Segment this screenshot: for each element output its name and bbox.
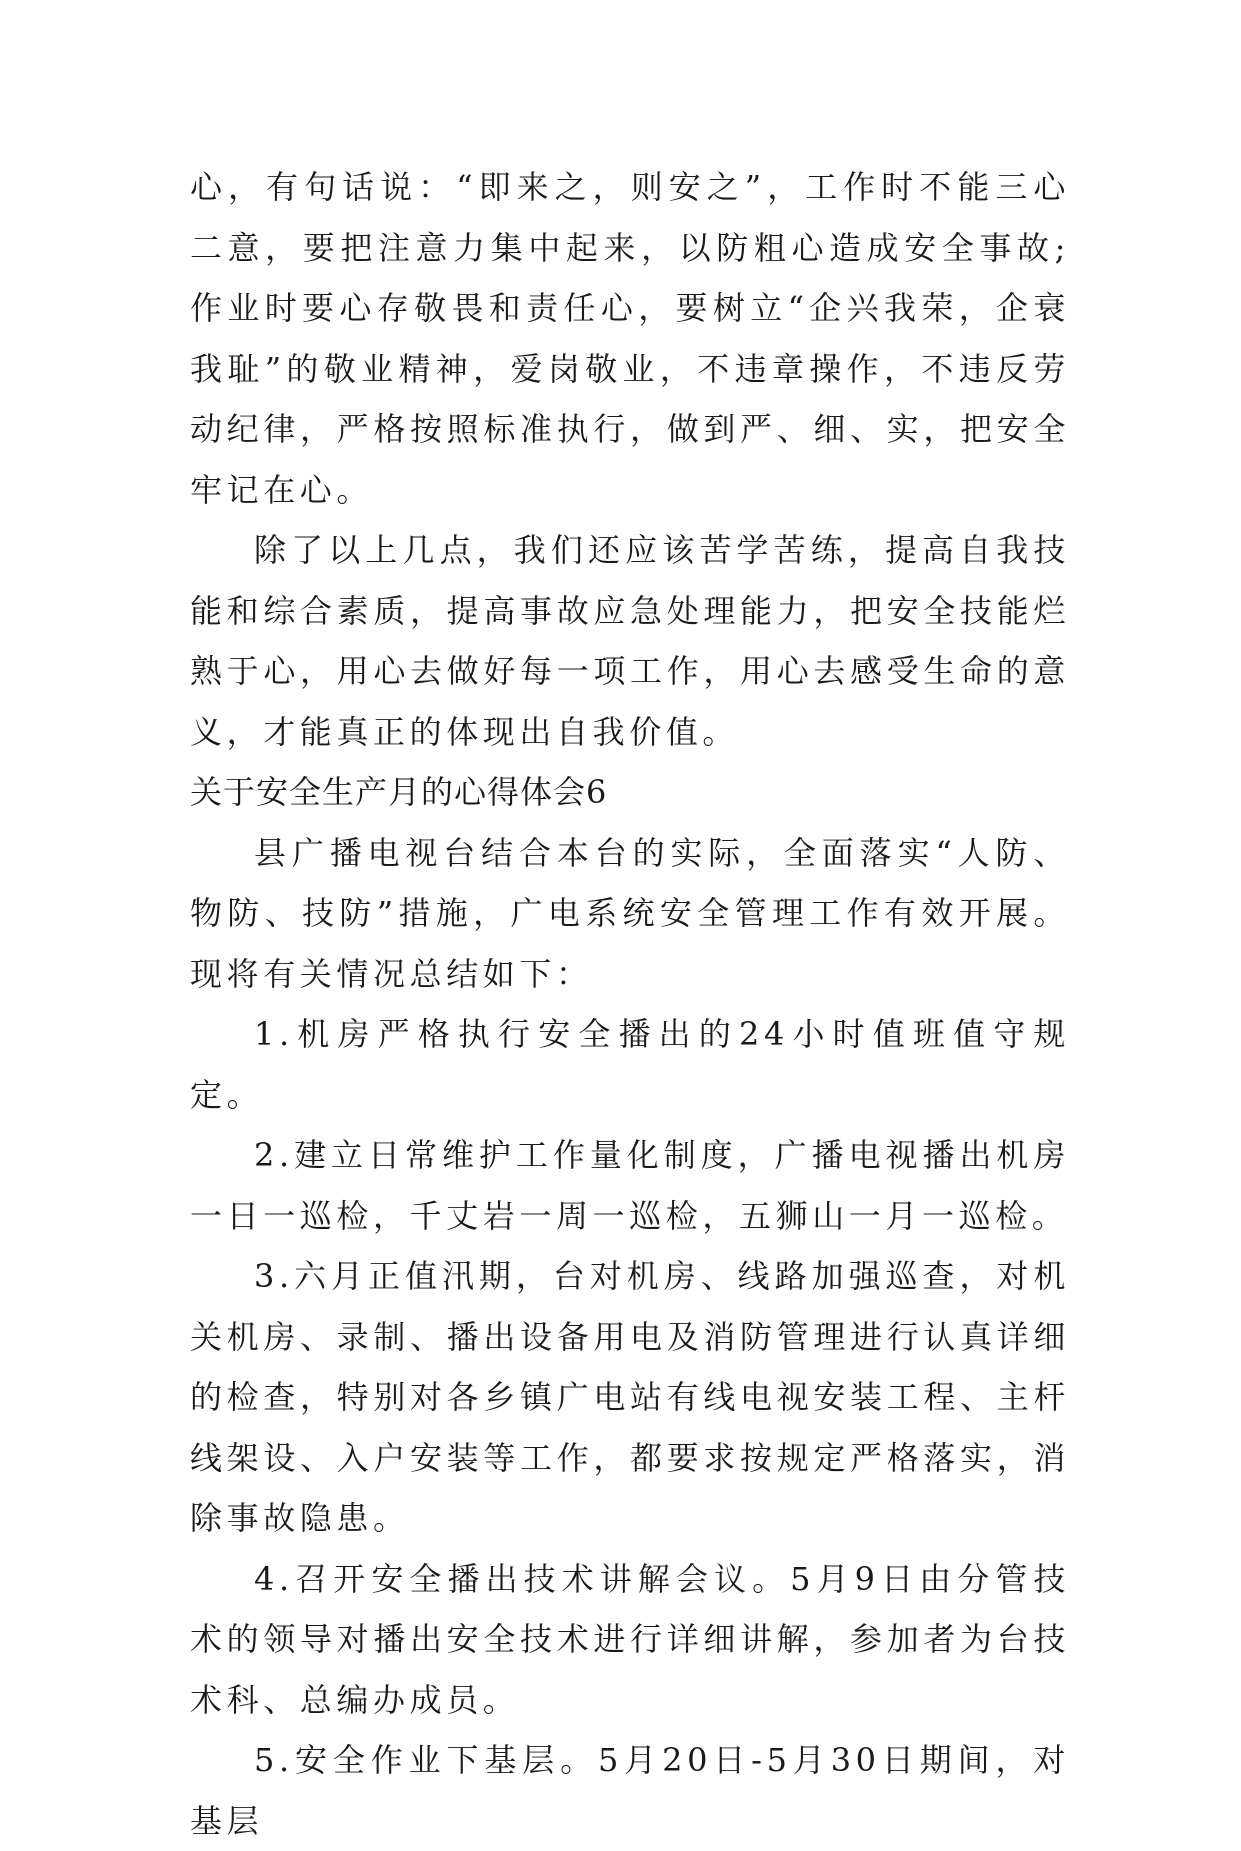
list-item: 5.安全作业下基层。5月20日-5月30日期间，对基层 bbox=[190, 1741, 1070, 1840]
paragraph: 县广播电视台结合本台的实际，全面落实“人防、物防、技防”措施，广电系统安全管理工作有效开展。现将有关情况总结如下： bbox=[190, 833, 1070, 993]
section-heading: 关于安全生产月的心得体会6 bbox=[190, 773, 608, 811]
paragraph-continuation: 心，有句话说：“即来之，则安之”，工作时不能三心二意，要把注意力集中起来，以防粗心造成安全事故;作业时要心存敬畏和责任心，要树立“企兴我荣，企衰我耻”的敬业精神，爱岗敬业，不违章操作，不违反劳动纪律，严格按照标准执行，做到严、细、实，把安全牢记在心。 bbox=[190, 168, 1070, 509]
paragraph: 除了以上几点，我们还应该苦学苦练，提高自我技能和综合素质，提高事故应急处理能力，把安全技能烂熟于心，用心去做好每一项工作，用心去感受生命的意义，才能真正的体现出自我价值。 bbox=[190, 531, 1070, 751]
list-item: 3.六月正值汛期，台对机房、线路加强巡查，对机关机房、录制、播出设备用电及消防管理进行认真详细的检查，特别对各乡镇广电站有线电视安装工程、主杆线架设、入户安装等工作，都要求按规定严格落实，消除事故隐患。 bbox=[190, 1257, 1070, 1537]
list-item: 2.建立日常维护工作量化制度，广播电视播出机房一日一巡检，千丈岩一周一巡检，五狮山一月一巡检。 bbox=[190, 1136, 1070, 1235]
document-body bbox=[190, 157, 1070, 1851]
list-item: 4.召开安全播出技术讲解会议。5月9日由分管技术的领导对播出安全技术进行详细讲解，参加者为台技术科、总编办成员。 bbox=[190, 1559, 1070, 1719]
list-item: 1.机房严格执行安全播出的24小时值班值守规定。 bbox=[190, 1015, 1070, 1114]
